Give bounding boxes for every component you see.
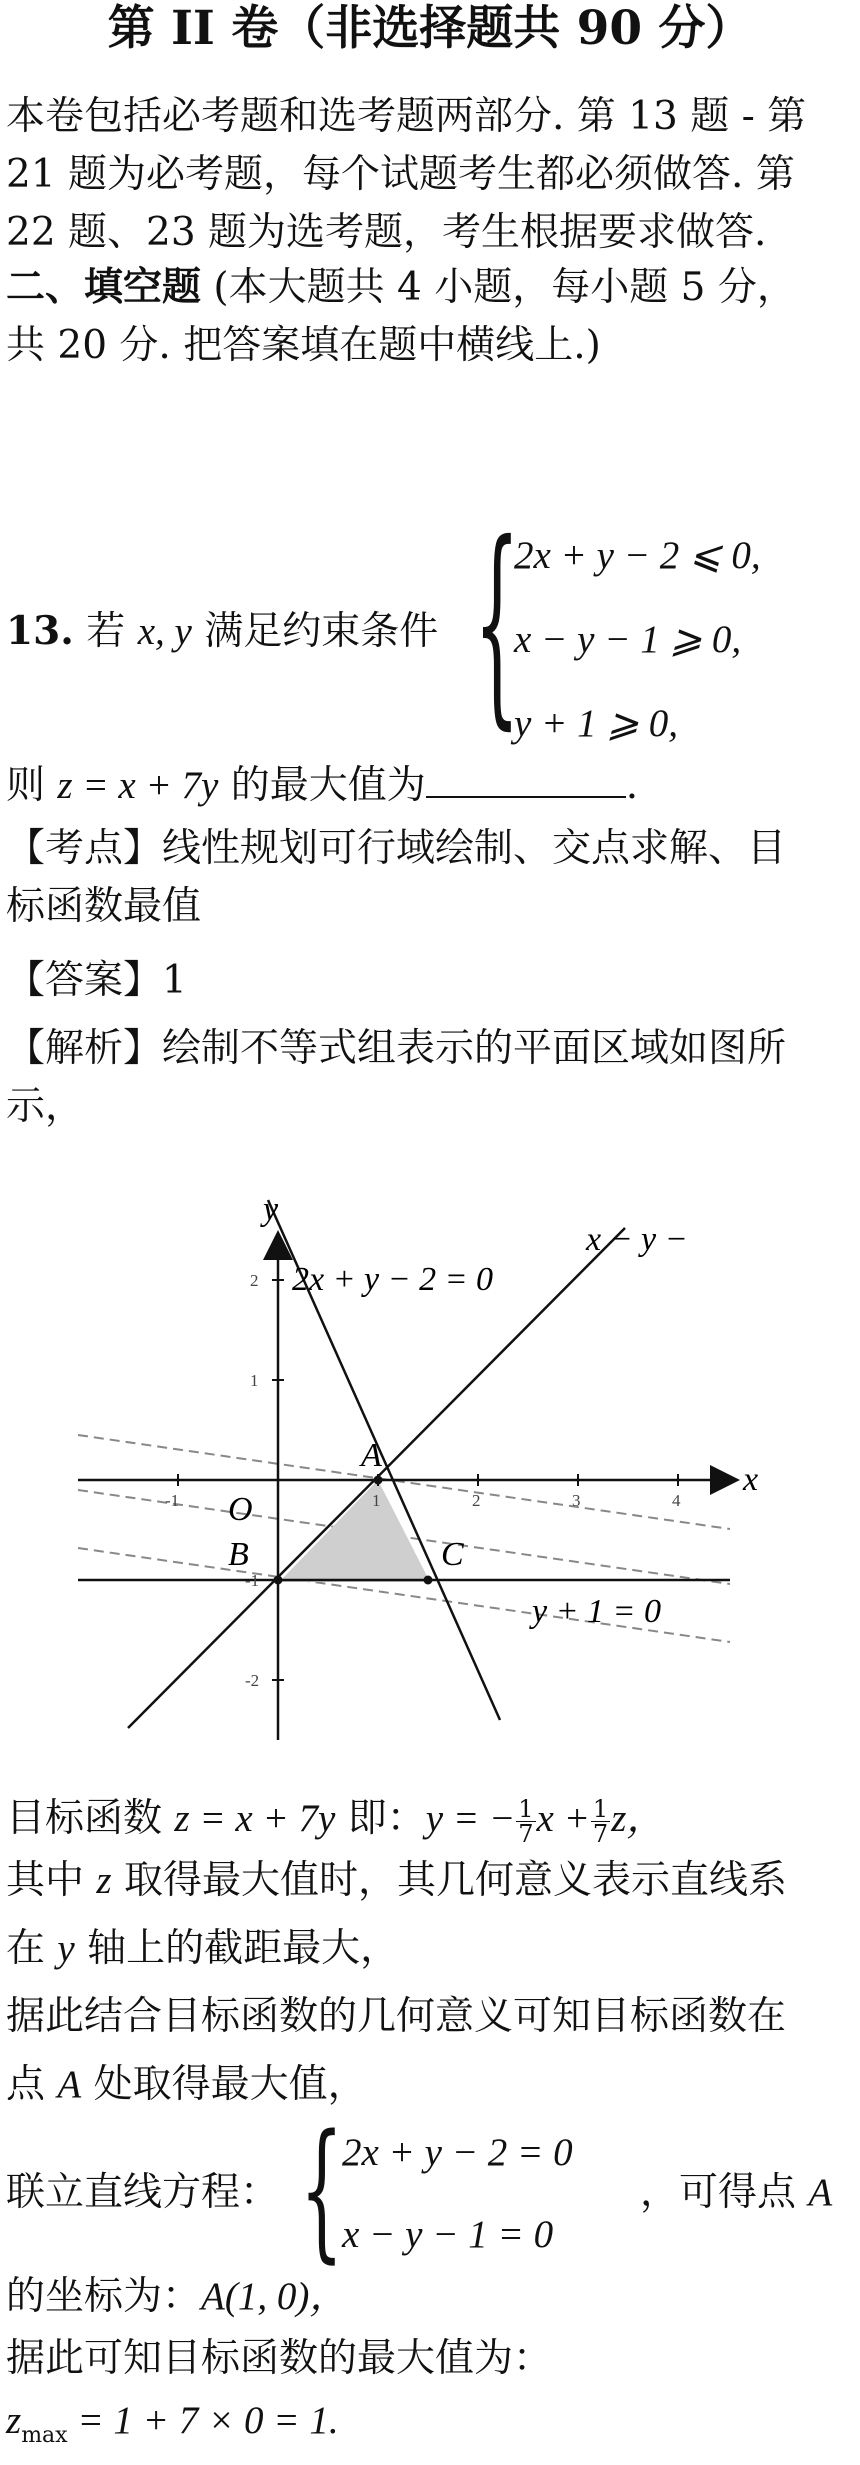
solution-line-6: 联立直线方程： xyxy=(6,2170,280,2215)
x-axis-label: x xyxy=(743,1461,759,1498)
system-eq-2: x − y − 1 = 0 xyxy=(342,2213,554,2256)
point-a-ref: A xyxy=(57,2063,82,2106)
solution-line-6-tail xyxy=(640,2164,832,2222)
point-a-ref: A xyxy=(808,2171,833,2214)
fraction-num: 1 xyxy=(592,1794,609,1823)
solution-text: 目标函数 xyxy=(6,1796,163,1841)
solution-text: 轴上的截距最大， xyxy=(87,1926,400,1971)
var-z: z xyxy=(96,1859,112,1902)
point-a-coords: A(1, 0)， xyxy=(201,2275,349,2318)
jiexi-block xyxy=(6,1020,854,1136)
constraint-3: y + 1 ⩾ 0, xyxy=(514,702,679,745)
solution-text: 处取得最大值， xyxy=(93,2062,367,2107)
x-tick-4: 4 xyxy=(672,1491,681,1510)
label-x-minus-y: x − y − xyxy=(586,1221,688,1258)
solution-line-9 xyxy=(6,2392,339,2465)
constraint-2: x − y − 1 ⩾ 0, xyxy=(514,618,742,661)
var-y: y xyxy=(57,1927,75,1970)
slope-expr: y = − xyxy=(425,1797,516,1840)
point-c-label: C xyxy=(441,1536,464,1573)
solution-line-2 xyxy=(6,1852,787,1910)
var-z-max: z xyxy=(6,2399,22,2442)
question-vars: x, y xyxy=(137,610,192,653)
system-brace: { xyxy=(300,2104,344,2279)
system-eq-1: 2x + y − 2 = 0 xyxy=(342,2131,573,2174)
x-tick-2: 2 xyxy=(472,1491,481,1510)
slope-expr-3: z， xyxy=(611,1797,666,1840)
fraction-num: 1 xyxy=(518,1794,534,1823)
solution-text: ，可得点 xyxy=(640,2170,797,2215)
section-note-a: (本大题共 4 小题，每小题 5 分， xyxy=(213,265,796,310)
question-ask-text: 则 xyxy=(6,763,46,808)
kaodian-label: 【考点】 xyxy=(6,826,163,871)
final-computation: = 1 + 7 × 0 = 1. xyxy=(67,2399,339,2442)
solution-line-3 xyxy=(6,1920,399,1978)
y-tick-1: 1 xyxy=(250,1371,259,1390)
question-ask xyxy=(6,756,638,815)
y-tick-neg2: -2 xyxy=(245,1671,260,1690)
kaodian-text-a: 线性规划可行域绘制、交点求解、目 xyxy=(162,826,787,871)
kaodian-block xyxy=(6,820,854,936)
question-ask-text-2: 的最大值为 xyxy=(230,763,426,808)
answer-blank xyxy=(426,756,626,798)
solution-text: 在 xyxy=(6,1926,46,1971)
question-number: 13. xyxy=(6,608,74,654)
y-axis-label: y xyxy=(263,1191,279,1228)
section-note-b: 共 20 分. 把答案填在题中横线上.) xyxy=(6,323,601,368)
solution-text: 取得最大值时，其几何意义表示直线系 xyxy=(124,1858,788,1903)
page-title: 第 II 卷（非选择题共 90 分） xyxy=(107,1,753,56)
solution-line-7 xyxy=(6,2268,348,2326)
question-lead-text: 若 xyxy=(86,609,126,654)
x-tick-neg1: -1 xyxy=(165,1491,180,1510)
y-tick-neg1: -1 xyxy=(245,1571,260,1590)
solution-text: 点 xyxy=(6,2062,46,2107)
section-heading xyxy=(6,258,854,375)
origin-label: O xyxy=(228,1491,253,1528)
answer-block xyxy=(6,952,854,1010)
x-tick-3: 3 xyxy=(572,1491,581,1510)
x-tick-1: 1 xyxy=(372,1491,381,1510)
label-y-plus-1: y + 1 = 0 xyxy=(532,1593,661,1630)
intro-paragraph: 本卷包括必考题和选考题两部分. 第 13 题 - 第 21 题为必考题，每个试题考生都必须做答. 第 22 题、23 题为选考题，考生根据要求做答. xyxy=(6,94,807,255)
feasible-region xyxy=(279,1480,430,1582)
solution-text: 的坐标为： xyxy=(6,2274,202,2319)
jiexi-text-b: 示， xyxy=(6,1084,85,1129)
solution-line-4: 据此结合目标函数的几何意义可知目标函数在 xyxy=(6,1994,787,2039)
question-lead xyxy=(6,602,438,661)
fraction-1-7 xyxy=(516,1794,535,1848)
fraction-den: 7 xyxy=(592,1819,609,1848)
answer-value: 1 xyxy=(162,958,187,1003)
constraint-1: 2x + y − 2 ⩽ 0, xyxy=(514,534,761,577)
jiexi-label: 【解析】 xyxy=(6,1026,163,1071)
solution-line-1 xyxy=(6,1790,665,1848)
solution-text: 其中 xyxy=(6,1858,85,1903)
label-2x-plus-y-minus-2: 2x + y − 2 = 0 xyxy=(292,1261,494,1298)
objective-expr: z = x + 7y xyxy=(174,1797,336,1840)
subscript-max: max xyxy=(21,2422,68,2448)
point-a-label: A xyxy=(361,1437,382,1474)
section-title: 二、填空题 xyxy=(6,264,202,310)
question-objective: z = x + 7y xyxy=(57,764,219,807)
point-c-dot xyxy=(424,1576,433,1585)
question-ask-end: . xyxy=(625,763,639,808)
fraction-den: 7 xyxy=(518,1819,534,1848)
y-tick-2: 2 xyxy=(250,1271,259,1290)
feasible-region-figure xyxy=(0,1160,860,1760)
fraction-1-7-b xyxy=(591,1794,610,1848)
solution-line-8: 据此可知目标函数的最大值为： xyxy=(6,2336,553,2381)
kaodian-text-b: 标函数最值 xyxy=(6,884,202,929)
answer-label: 【答案】 xyxy=(6,958,163,1003)
slope-expr-2: x + xyxy=(536,1797,590,1840)
jiexi-text-a: 绘制不等式组表示的平面区域如图所 xyxy=(162,1026,787,1071)
solution-text: 即： xyxy=(347,1796,426,1841)
constraint-brace: { xyxy=(474,496,520,748)
point-b-dot xyxy=(274,1576,283,1585)
point-b-label: B xyxy=(228,1536,249,1573)
question-lead-text-2: 满足约束条件 xyxy=(204,609,439,654)
point-a-dot xyxy=(374,1476,383,1485)
